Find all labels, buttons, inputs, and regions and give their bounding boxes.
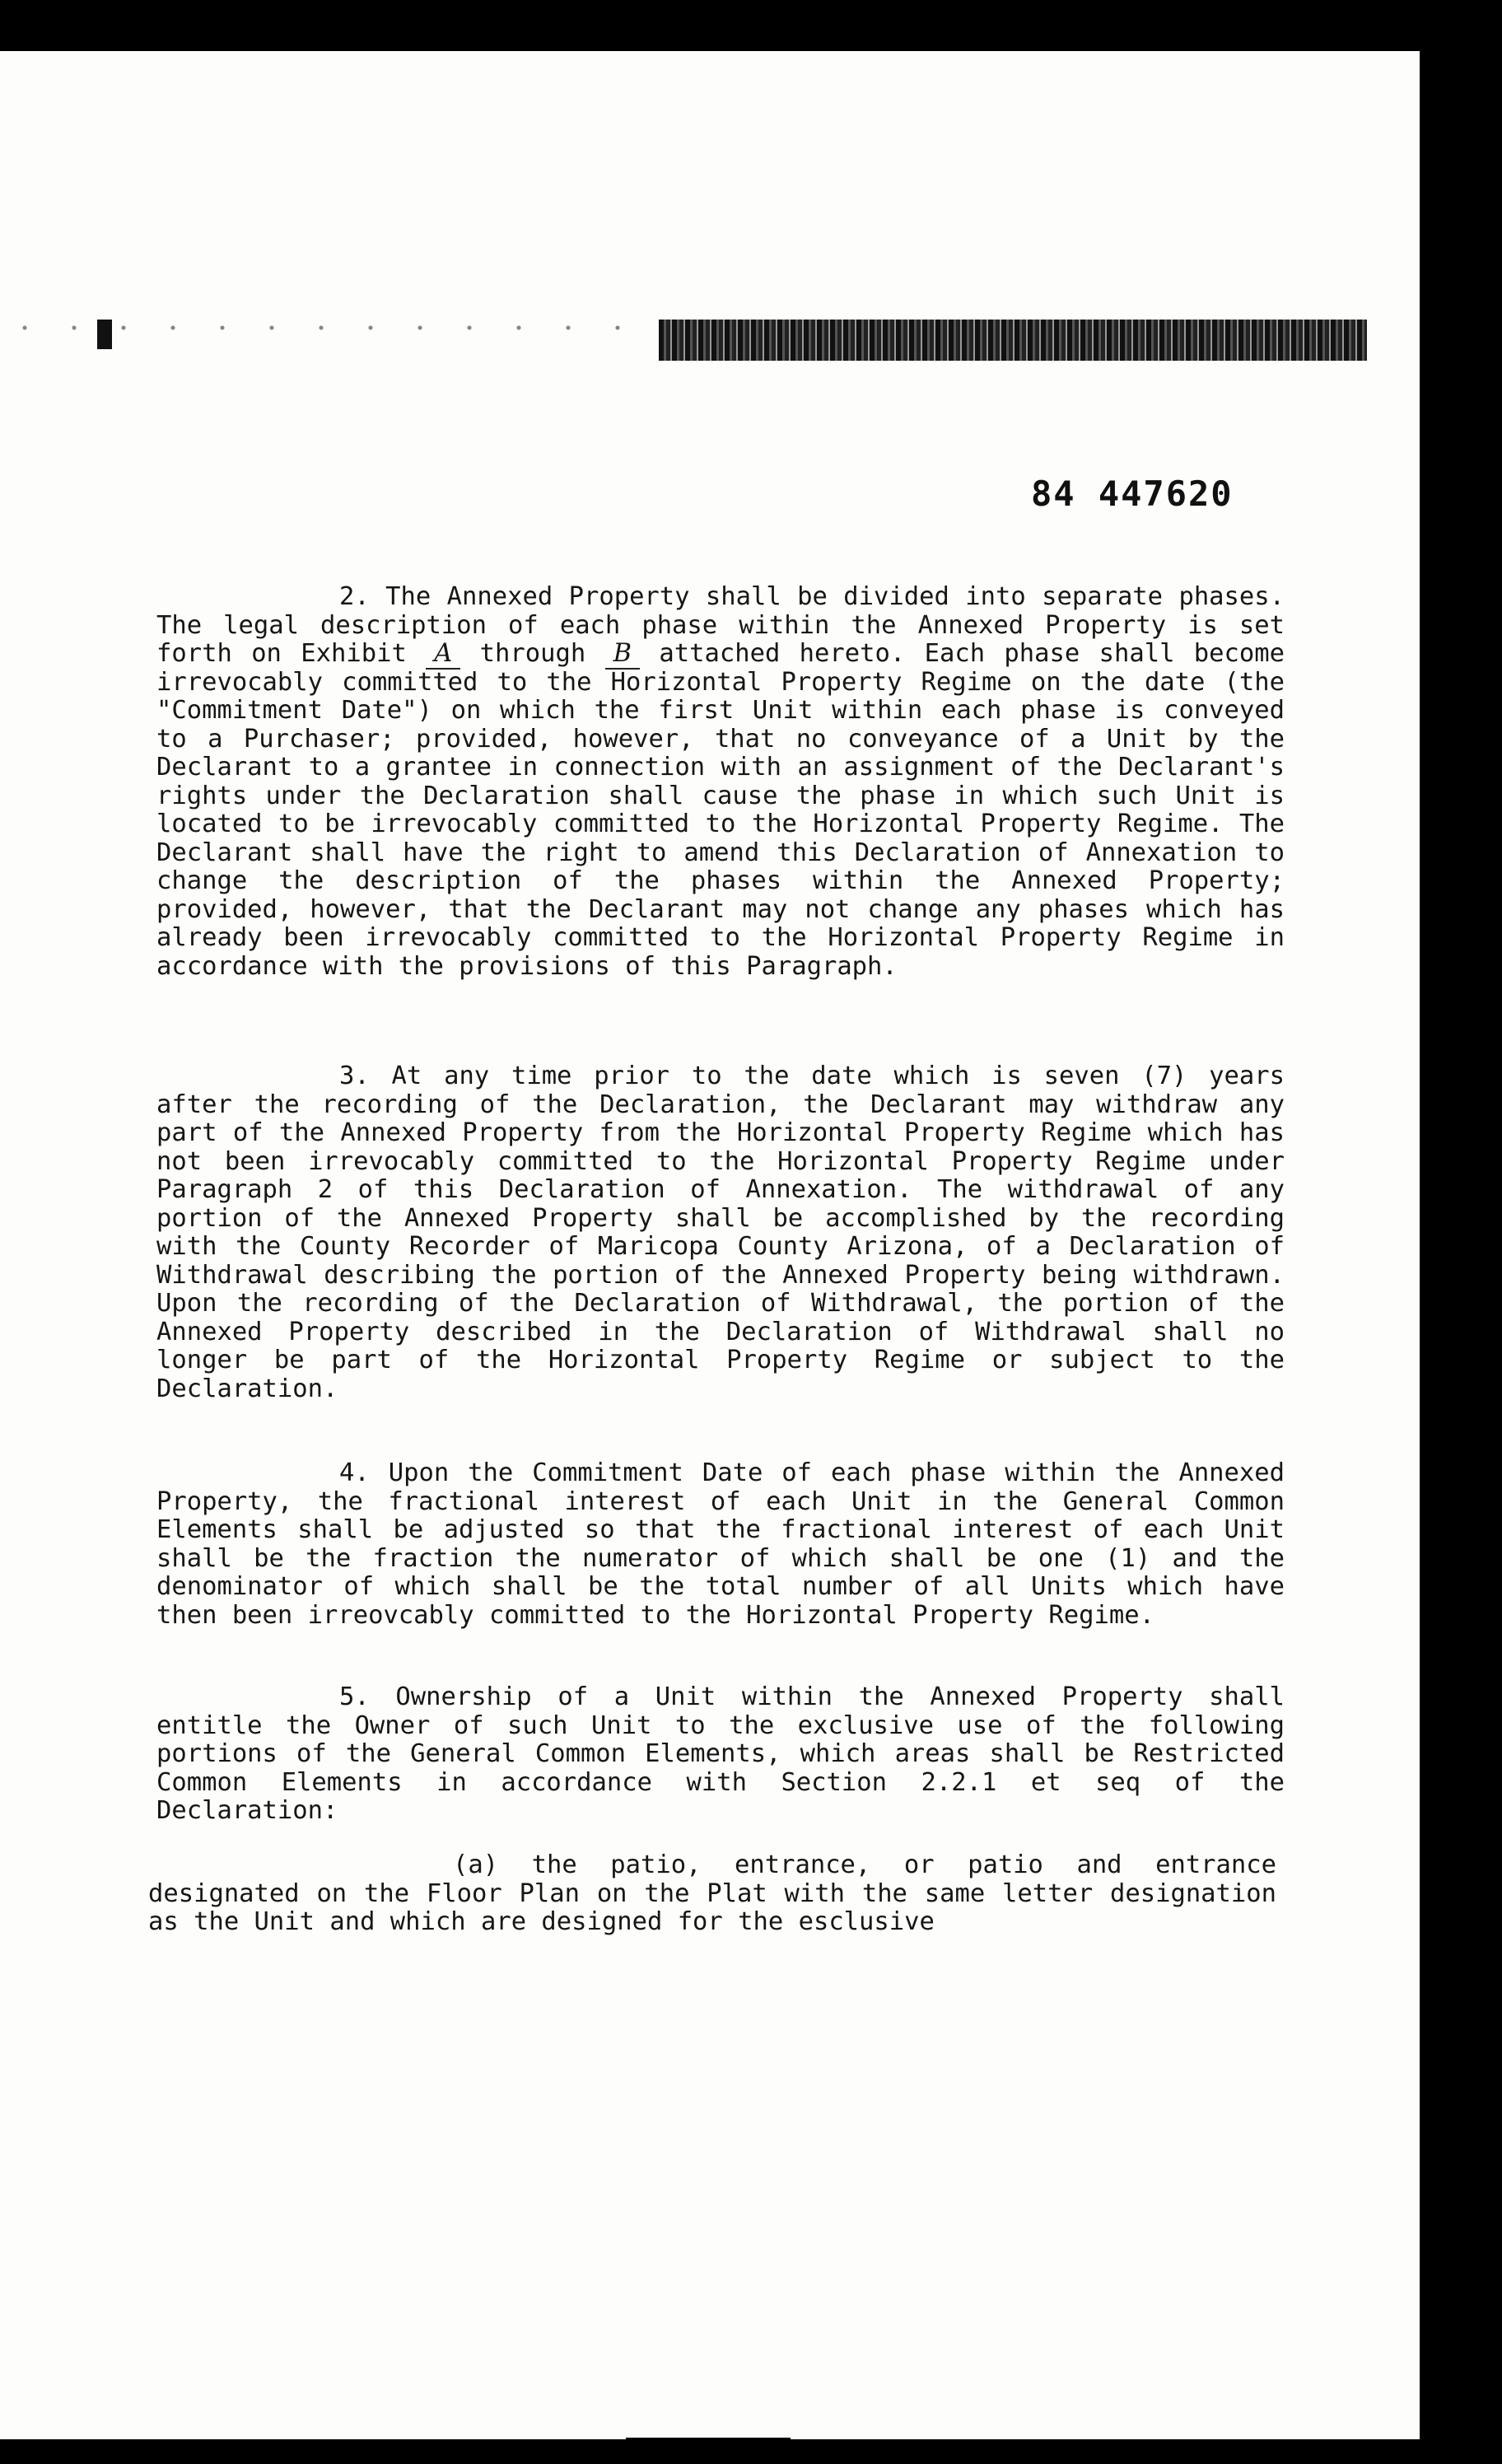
scan-border-right [1420,0,1502,2464]
paragraph-number: 2. [339,582,370,611]
exhibit-from-handwritten: A [426,639,460,670]
scan-artifact-bottom [626,2438,791,2464]
paragraph-number: 3. [339,1062,370,1090]
paragraph-text: Ownership of a Unit within the Annexed Property shall entitle the Owner of such Unit to the exclusive use of the following portions of the General Common Elements, which areas shall be Restricted Common Elements in accordance with Section 2.2.1 et seq of the Declaration: [156,1682,1285,1825]
paragraph-3 [156,1062,1285,1403]
subparagraph-number: (a) [453,1850,499,1879]
paragraph-text: At any time prior to the date which is seven (7) years after the recording of the Declaration, the Declarant may withdraw any part of the Annexed Property from the Horizontal Property Regime which has not been irrevocably committed to the Horizontal Property Regime under Paragraph 2 of this Declaration of Annexation. The withdrawal of any portion of the Annexed Property shall be accomplished by the recording with the County Recorder of Maricopa County Arizona, of a Declaration of Withdrawal describing the portion of the Annexed Property being withdrawn. Upon the recording of the Declaration of Withdrawal, the portion of the Annexed Property described in the Declaration of Withdrawal shall no longer be part of the Horizontal Property Regime or subject to the Declaration. [156,1062,1285,1403]
exhibit-to-handwritten: B [605,639,640,670]
scan-artifact-dots [0,311,642,344]
scan-artifact-bar [659,320,1367,361]
recording-number: 84 447620 [1031,474,1234,514]
paragraph-text: the patio, entrance, or patio and entrance designated on the Floor Plan on the Plat with the same letter designation as the Unit and which are designed for the esclusive [148,1850,1276,1936]
paragraph-2 [156,583,1285,981]
paragraph-number: 5. [339,1682,370,1711]
paragraph-text: The Annexed Property shall be divided into separate phases. The legal description of each phase within the Annexed Property is set forth on Exhibit [156,582,1285,668]
paragraph-5 [156,1683,1285,1826]
paragraph-number: 4. [339,1458,370,1487]
scan-border-top [0,0,1502,51]
scan-artifact-mark [97,320,112,349]
through-word: through [479,639,586,668]
paragraph-text: Upon the Commitment Date of each phase within the Annexed Property, the fractional interest of each Unit in the General Common Elements shall be adjusted so that the fractional interest of each Unit shall be the fraction the numerator of which shall be one (1) and the denominator of which shall be the total number of all Units which have then been irreovcably committed to the Horizontal Property Regime. [156,1458,1285,1630]
paragraph-text-cont: attached hereto. Each phase shall become irrevocably committed to the Horizontal Property Regime on the date (the "Commitment Date") on which the first Unit within each phase is conveyed to a Purchaser; provided, however, that no conveyance of a Unit by the Declarant to a grantee in connection with an assignment of the Declarant's rights under the Declaration shall cause the phase in which such Unit is located to be irrevocably committed to the Horizontal Property Regime. The Declarant shall have the right to amend this Declaration of Annexation to change the description of the phases within the Annexed Property; provided, however, that the Declarant may not change any phases which has already been irrevocably committed to the Horizontal Property Regime in accordance with the provisions of this Paragraph. [156,639,1285,981]
paragraph-5a [148,1851,1276,1937]
paragraph-4 [156,1459,1285,1630]
